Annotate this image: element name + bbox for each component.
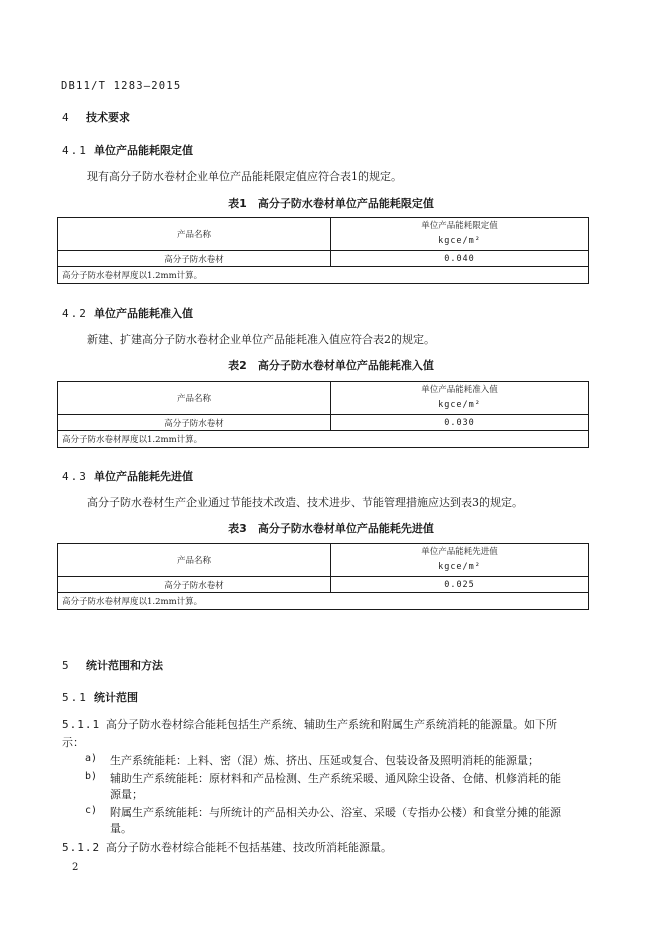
table-header-value	[331, 382, 589, 415]
list-item-a-line-1: 生产系统能耗：上料、密（混）炼、挤出、压延或复合、包装设备及照明消耗的能源量；	[110, 754, 539, 767]
section-5-1-heading	[62, 689, 138, 705]
section-4-3-heading	[62, 468, 193, 484]
section-number: 4	[62, 111, 71, 124]
section-4-heading	[62, 109, 130, 125]
table-cell-value: 0.030	[331, 415, 589, 431]
clause-5-1-1-continuation: 示：	[62, 736, 84, 749]
section-number: 4.1	[62, 144, 88, 157]
list-item-c-line-1: 附属生产系统能耗：与所统计的产品相关办公、浴室、采暖（专指办公楼）和食堂分摊的能源	[110, 806, 561, 819]
table-header-product-name: 产品名称	[58, 544, 331, 577]
clause-text: 高分子防水卷材综合能耗不包括基建、技改所消耗能源量。	[106, 841, 392, 854]
page-number: 2	[72, 862, 79, 873]
section-4-3-paragraph: 高分子防水卷材生产企业通过节能技术改造、技术进步、节能管理措施应达到表3的规定。	[87, 496, 523, 509]
section-4-2-paragraph: 新建、扩建高分子防水卷材企业单位产品能耗准入值应符合表2的规定。	[87, 333, 435, 346]
clause-number: 5.1.2	[62, 841, 101, 854]
section-number: 4.3	[62, 470, 88, 483]
clause-text: 高分子防水卷材综合能耗包括生产系统、辅助生产系统和附属生产系统消耗的能源量。如下所	[106, 718, 557, 731]
section-title: 单位产品能耗准入值	[94, 307, 193, 320]
list-item-b-line-2: 源量；	[110, 788, 143, 801]
unit-label: kgce/m²	[438, 562, 481, 572]
table-cell-product: 高分子防水卷材	[58, 251, 331, 267]
table-1	[57, 217, 589, 284]
section-title: 技术要求	[86, 111, 130, 124]
clause-number: 5.1.1	[62, 718, 101, 731]
column-title: 单位产品能耗限定值	[421, 221, 498, 231]
section-5-heading	[62, 657, 163, 673]
section-number: 5	[62, 659, 71, 672]
table-3	[57, 543, 589, 610]
table-note: 高分子防水卷材厚度以1.2mm计算。	[58, 431, 589, 448]
clause-5-1-2	[62, 839, 392, 855]
table-cell-value: 0.040	[331, 251, 589, 267]
table-3-caption: 表3 高分子防水卷材单位产品能耗先进值	[228, 522, 434, 535]
table-header-value	[331, 218, 589, 251]
section-title: 统计范围	[94, 691, 138, 704]
section-number: 4.2	[62, 307, 88, 320]
section-4-2-heading	[62, 305, 193, 321]
unit-label: kgce/m²	[438, 400, 481, 410]
table-header-value	[331, 544, 589, 577]
section-number: 5.1	[62, 691, 88, 704]
table-1-caption: 表1 高分子防水卷材单位产品能耗限定值	[228, 197, 434, 210]
section-title: 单位产品能耗先进值	[94, 470, 193, 483]
list-marker-a: a)	[85, 753, 98, 764]
list-marker-c: c)	[85, 805, 98, 816]
table-2-caption: 表2 高分子防水卷材单位产品能耗准入值	[228, 359, 434, 372]
table-cell-product: 高分子防水卷材	[58, 415, 331, 431]
section-4-1-paragraph: 现有高分子防水卷材企业单位产品能耗限定值应符合表1的规定。	[87, 170, 402, 183]
table-cell-product: 高分子防水卷材	[58, 577, 331, 593]
section-title: 统计范围和方法	[86, 659, 163, 672]
standard-code-header: DB11/T 1283—2015	[61, 80, 182, 92]
table-2	[57, 381, 589, 448]
table-note: 高分子防水卷材厚度以1.2mm计算。	[58, 267, 589, 284]
column-title: 单位产品能耗先进值	[421, 547, 498, 557]
column-title: 单位产品能耗准入值	[421, 385, 498, 395]
table-header-product-name: 产品名称	[58, 382, 331, 415]
section-title: 单位产品能耗限定值	[94, 144, 193, 157]
list-marker-b: b)	[85, 771, 98, 782]
list-item-c-line-2: 量。	[110, 822, 132, 835]
clause-5-1-1	[62, 716, 557, 732]
unit-label: kgce/m²	[438, 236, 481, 246]
list-item-b-line-1: 辅助生产系统能耗：原材料和产品检测、生产系统采暖、通风除尘设备、仓储、机修消耗的能	[110, 772, 561, 785]
section-4-1-heading	[62, 142, 193, 158]
table-note: 高分子防水卷材厚度以1.2mm计算。	[58, 593, 589, 610]
table-header-product-name: 产品名称	[58, 218, 331, 251]
table-cell-value: 0.025	[331, 577, 589, 593]
